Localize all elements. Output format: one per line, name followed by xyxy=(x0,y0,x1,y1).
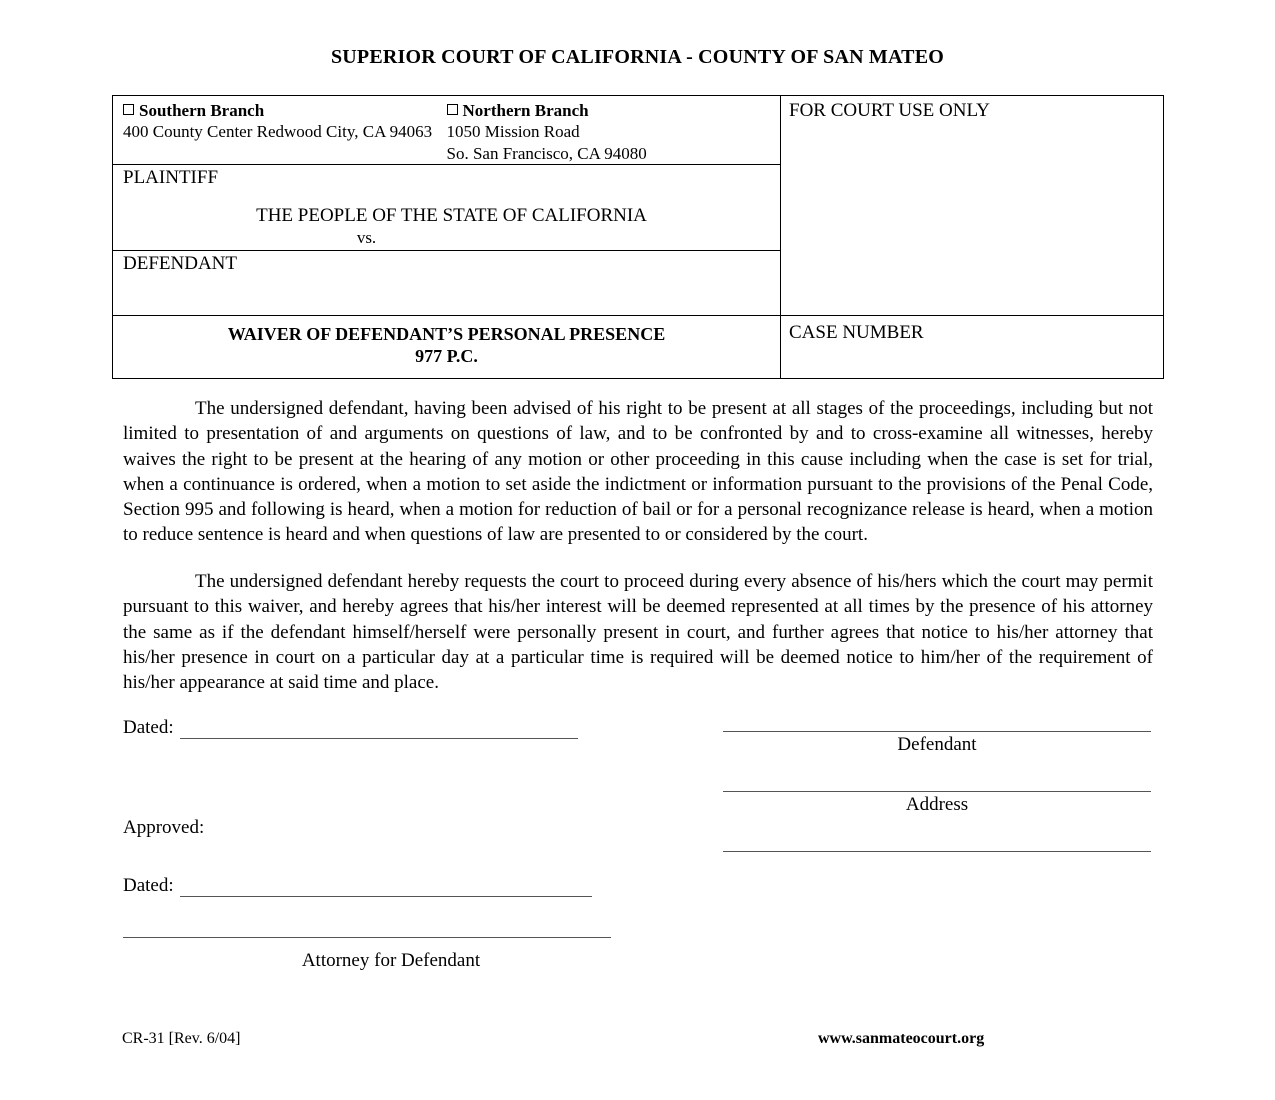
branch-southern xyxy=(113,100,447,164)
branch-northern-address-2: So. San Francisco, CA 94080 xyxy=(446,143,647,163)
paragraph-2 xyxy=(123,569,1153,695)
attorney-signature-line[interactable] xyxy=(123,936,611,938)
dated-input-1[interactable] xyxy=(180,724,578,739)
branch-northern-head xyxy=(447,100,781,121)
address-line-1[interactable] xyxy=(723,790,1151,792)
caption-bottom-row xyxy=(113,315,1163,378)
branch-selector xyxy=(113,96,780,164)
plaintiff-name: THE PEOPLE OF THE STATE OF CALIFORNIA xyxy=(256,205,647,227)
caption-table xyxy=(112,95,1164,379)
branch-northern-address-1: 1050 Mission Road xyxy=(446,122,580,142)
website-url: www.sanmateocourt.org xyxy=(818,1030,985,1047)
approved-label: Approved: xyxy=(123,817,205,838)
address-line-2[interactable] xyxy=(723,850,1151,852)
form-title-line-1: WAIVER OF DEFENDANT’S PERSONAL PRESENCE xyxy=(227,324,666,345)
defendant-block xyxy=(113,250,780,315)
attorney-label: Attorney for Defendant xyxy=(301,950,481,971)
branch-southern-head xyxy=(123,100,447,121)
checkbox-icon[interactable] xyxy=(123,104,134,115)
paragraph-2-text: The undersigned defendant hereby requests the court to proceed during every absence of his/hers which the court may permit pursuant to this waiver, and hereby agrees that his/her interest will be deemed represented at all times by the presence of his attorney the same as if the defendant himself/herself were personally present in court, and further agrees that notice to his/her attorney that his/her presence in court on a particular day at a particular time is required will be deemed notice to him/her of the requirement of his/her appearance at said time and place. xyxy=(123,571,1153,694)
branch-southern-name: Southern Branch xyxy=(139,101,265,120)
plaintiff-block xyxy=(113,164,780,250)
plaintiff-label: PLAINTIFF xyxy=(123,167,219,189)
paragraph-1-text: The undersigned defendant, having been advised of his right to be present at all stages of the proceedings, including but not limited to presentation of and arguments on questions of law, and to be confronted by and to cross-examine all witnesses, hereby waives the right to be present at the hearing of any motion or other proceeding in this cause including when the case is set for trial, when a continuance is ordered, when a motion to set aside the indictment or information pursuant to the provisions of the Penal Code, Section 995 and following is heard, when a motion for reduction of bail or for a personal recognizance release is heard, when a motion to reduce sentence is heard and when questions of law are presented to or considered by the court. xyxy=(123,398,1153,546)
dated-label-2: Dated: xyxy=(123,875,174,896)
form-title xyxy=(113,316,781,378)
court-use-box xyxy=(781,96,1163,315)
case-number-cell xyxy=(781,316,1163,378)
checkbox-icon[interactable] xyxy=(447,104,458,115)
dated-field-1 xyxy=(123,717,578,739)
caption-top-row xyxy=(113,96,1163,315)
versus-label: vs. xyxy=(356,228,377,248)
branch-southern-address-1: 400 County Center xyxy=(123,122,253,142)
branch-southern-address-2: Redwood City, CA 94063 xyxy=(256,122,433,142)
defendant-label: DEFENDANT xyxy=(123,253,237,275)
address-label: Address xyxy=(905,794,969,815)
for-court-use-only-label: FOR COURT USE ONLY xyxy=(789,100,990,121)
branch-northern xyxy=(447,100,781,164)
dated-field-2 xyxy=(123,875,592,897)
caption-left-column xyxy=(113,96,781,315)
page-title: SUPERIOR COURT OF CALIFORNIA - COUNTY OF SAN MATEO xyxy=(330,46,945,68)
dated-input-2[interactable] xyxy=(180,882,592,897)
dated-label-1: Dated: xyxy=(123,717,174,738)
branch-northern-name: Northern Branch xyxy=(462,101,589,120)
form-title-line-2: 977 P.C. xyxy=(415,345,478,366)
case-number-label: CASE NUMBER xyxy=(789,322,924,344)
paragraph-1 xyxy=(123,396,1153,548)
form-number: CR-31 [Rev. 6/04] xyxy=(122,1030,241,1047)
defendant-signature-label: Defendant xyxy=(897,734,977,755)
defendant-signature-line[interactable] xyxy=(723,730,1151,732)
